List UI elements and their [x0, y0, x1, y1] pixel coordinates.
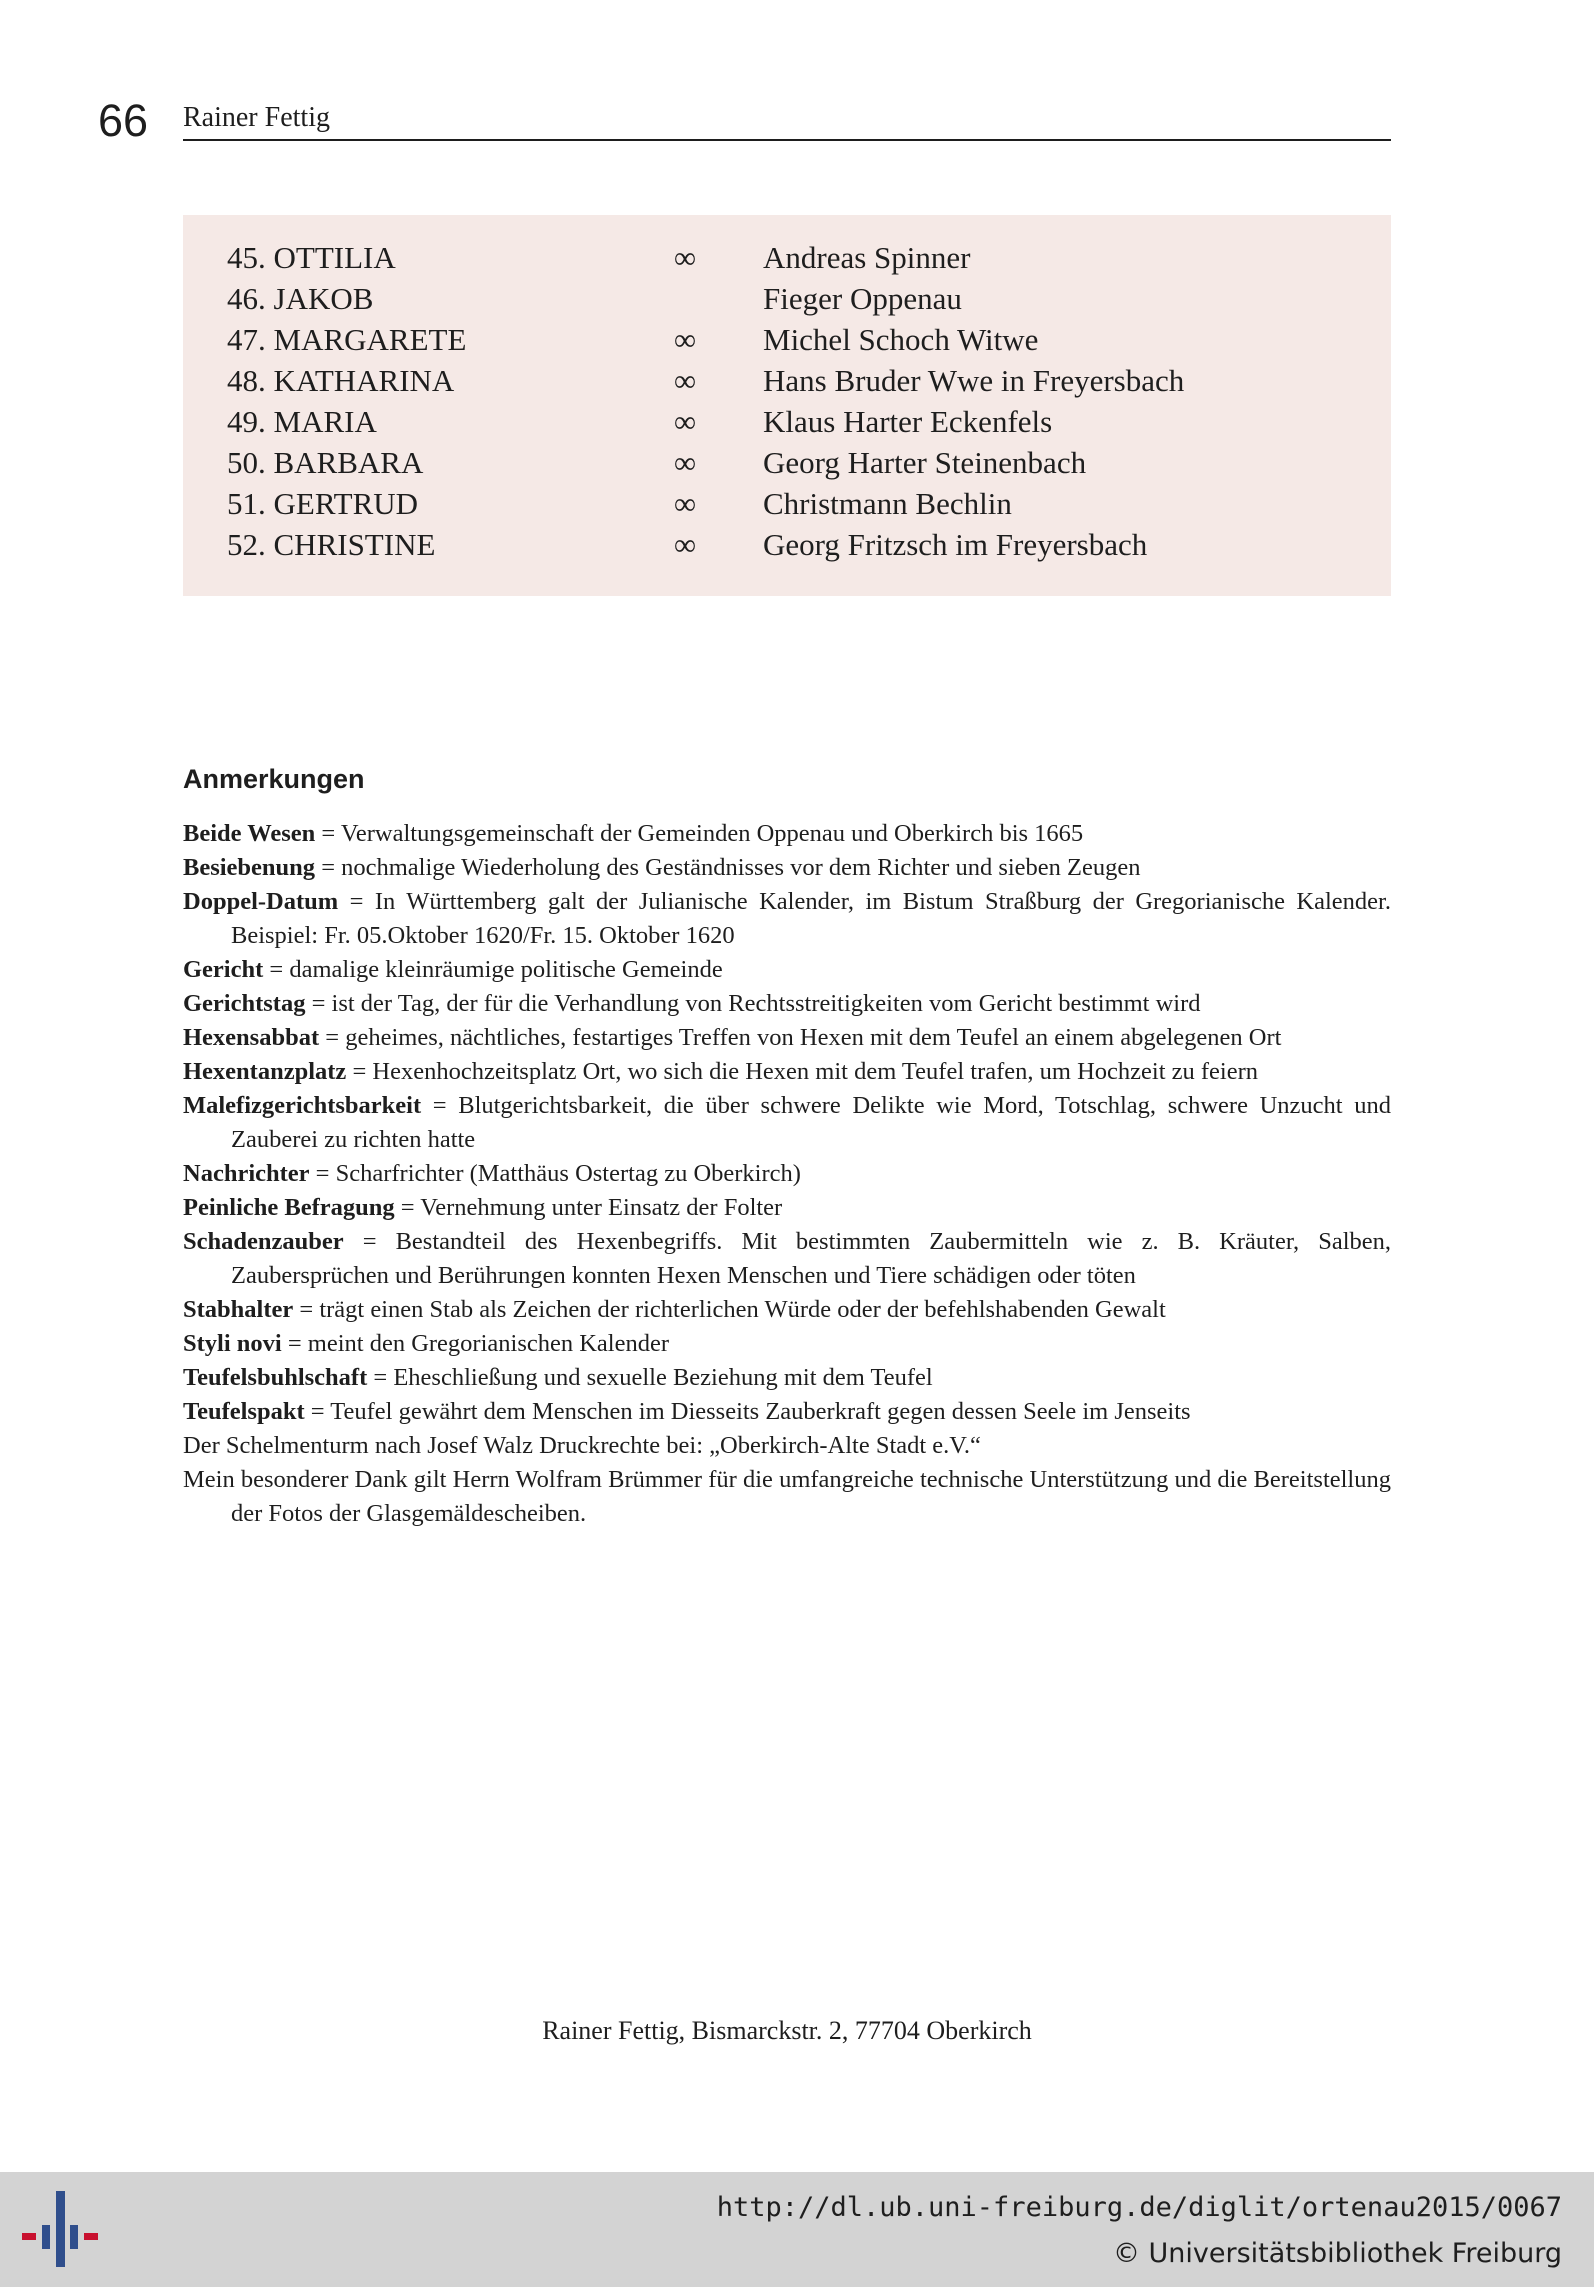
note-entry [183, 1191, 1391, 1225]
spouse-name: Andreas Spinner [763, 240, 971, 275]
spouse-name: Michel Schoch Witwe [763, 322, 1039, 357]
child-row [183, 278, 1391, 319]
marriage-symbol: ∞ [673, 322, 697, 357]
spouse-name: Georg Harter Steinenbach [763, 445, 1087, 480]
spouse-name: Fieger Oppenau [763, 281, 962, 316]
child-row [183, 483, 1391, 524]
note-definition: = Hexenhochzeitsplatz Ort, wo sich die Hexen mit dem Teufel trafen, um Hochzeit zu feiern [346, 1058, 1259, 1085]
footer-band [0, 2172, 1594, 2287]
library-logo-icon [20, 2189, 100, 2269]
note-term: Stabhalter [183, 1296, 294, 1323]
child-row [183, 319, 1391, 360]
marriage-symbol: ∞ [673, 445, 697, 480]
child-name: 47. MARGARETE [227, 322, 467, 357]
note-definition: = trägt einen Stab als Zeichen der richterlichen Würde oder der befehlshabenden Gewalt [293, 1296, 1166, 1323]
child-row [183, 401, 1391, 442]
footer-url-link[interactable]: http://dl.ub.uni-freiburg.de/diglit/ortenau2015/0067 [716, 2192, 1562, 2223]
note-entry [183, 1463, 1391, 1531]
child-name: 50. BARBARA [227, 445, 424, 480]
child-name: 45. OTTILIA [227, 240, 396, 275]
note-definition: = Vernehmung unter Einsatz der Folter [394, 1194, 783, 1221]
note-term: Styli novi [183, 1330, 282, 1357]
note-term: Beide Wesen [183, 820, 316, 847]
note-entry [183, 817, 1391, 851]
child-name: 51. GERTRUD [227, 486, 419, 521]
note-term: Besiebenung [183, 854, 316, 881]
note-entry [183, 1361, 1391, 1395]
note-definition: = Verwaltungsgemeinschaft der Gemeinden Oppenau und Oberkirch bis 1665 [315, 820, 1084, 847]
running-head: Rainer Fettig [183, 102, 330, 133]
marriage-symbol: ∞ [673, 527, 697, 562]
child-row [183, 237, 1391, 278]
note-entry [183, 1089, 1391, 1157]
note-term: Gericht [183, 956, 264, 983]
spouse-name: Georg Fritzsch im Freyersbach [763, 527, 1148, 562]
note-term: Teufelspakt [183, 1398, 305, 1425]
note-term: Gerichtstag [183, 990, 306, 1017]
child-name: 52. CHRISTINE [227, 527, 436, 562]
note-definition: Mein besonderer Dank gilt Herrn Wolfram Brümmer für die umfangreiche technische Unterstützung und die Bereitstellung der Fotos der Glasgemäldescheiben. [183, 1466, 1391, 1527]
note-term: Schadenzauber [183, 1228, 344, 1255]
child-name: 46. JAKOB [227, 281, 374, 316]
note-definition: = damalige kleinräumige politische Gemeinde [263, 956, 723, 983]
header-rule [183, 139, 1391, 141]
note-entry [183, 987, 1391, 1021]
note-definition: = meint den Gregorianischen Kalender [281, 1330, 670, 1357]
marriage-symbol: ∞ [673, 404, 697, 439]
child-name: 48. KATHARINA [227, 363, 455, 398]
note-definition: = Bestandteil des Hexenbegriffs. Mit bestimmten Zaubermitteln wie z. B. Kräuter, Salben, Zaubersprüchen und Berührungen konnten Hexen Menschen und Tiere schädigen oder töten [231, 1228, 1391, 1289]
note-term: Doppel-Datum [183, 888, 339, 915]
page-number: 66 [98, 95, 149, 146]
note-entry [183, 953, 1391, 987]
notes-list [183, 817, 1391, 1531]
note-definition: = Eheschließung und sexuelle Beziehung mit dem Teufel [367, 1364, 933, 1391]
note-term: Malefizgerichtsbarkeit [183, 1092, 422, 1119]
child-name: 49. MARIA [227, 404, 377, 439]
note-definition: = In Württemberg galt der Julianische Kalender, im Bistum Straßburg der Gregorianische Kalender. Beispiel: Fr. 05.Oktober 1620/Fr. 15. Oktober 1620 [231, 888, 1391, 949]
note-term: Peinliche Befragung [183, 1194, 395, 1221]
note-entry [183, 1293, 1391, 1327]
note-entry [183, 1157, 1391, 1191]
note-definition: = Teufel gewährt dem Menschen im Diesseits Zauberkraft gegen dessen Seele im Jenseits [304, 1398, 1191, 1425]
marriage-symbol: ∞ [673, 363, 697, 398]
spouse-name: Christmann Bechlin [763, 486, 1012, 521]
note-definition: = geheimes, nächtliches, festartiges Treffen von Hexen mit dem Teufel an einem abgelegenen Ort [319, 1024, 1282, 1051]
note-term: Teufelsbuhlschaft [183, 1364, 368, 1391]
note-entry [183, 1395, 1391, 1429]
spouse-name: Hans Bruder Wwe in Freyersbach [763, 363, 1185, 398]
children-list [183, 215, 1391, 596]
footer-copyright: © Universitätsbibliothek Freiburg [1112, 2238, 1562, 2269]
note-entry [183, 885, 1391, 953]
note-entry [183, 1429, 1391, 1463]
child-row [183, 442, 1391, 483]
note-definition: = Blutgerichtsbarkeit, die über schwere Delikte wie Mord, Totschlag, schwere Unzucht und Zauberei zu richten hatte [231, 1092, 1391, 1153]
author-address: Rainer Fettig, Bismarckstr. 2, 77704 Oberkirch [542, 2016, 1032, 2045]
note-term: Hexensabbat [183, 1024, 320, 1051]
note-entry [183, 1055, 1391, 1089]
note-definition: Der Schelmenturm nach Josef Walz Druckrechte bei: „Oberkirch-Alte Stadt e.V.“ [183, 1432, 981, 1459]
note-definition: = ist der Tag, der für die Verhandlung von Rechtsstreitigkeiten vom Gericht bestimmt wird [305, 990, 1201, 1017]
note-entry [183, 1327, 1391, 1361]
child-row [183, 524, 1391, 565]
notes-title: Anmerkungen [183, 764, 365, 794]
note-term: Nachrichter [183, 1160, 310, 1187]
spouse-name: Klaus Harter Eckenfels [763, 404, 1053, 439]
note-entry [183, 1225, 1391, 1293]
marriage-symbol: ∞ [673, 486, 697, 521]
note-entry [183, 851, 1391, 885]
note-term: Hexentanzplatz [183, 1058, 347, 1085]
marriage-symbol: ∞ [673, 240, 697, 275]
note-definition: = Scharfrichter (Matthäus Ostertag zu Oberkirch) [309, 1160, 801, 1187]
note-entry [183, 1021, 1391, 1055]
child-row [183, 360, 1391, 401]
note-definition: = nochmalige Wiederholung des Geständnisses vor dem Richter und sieben Zeugen [315, 854, 1141, 881]
